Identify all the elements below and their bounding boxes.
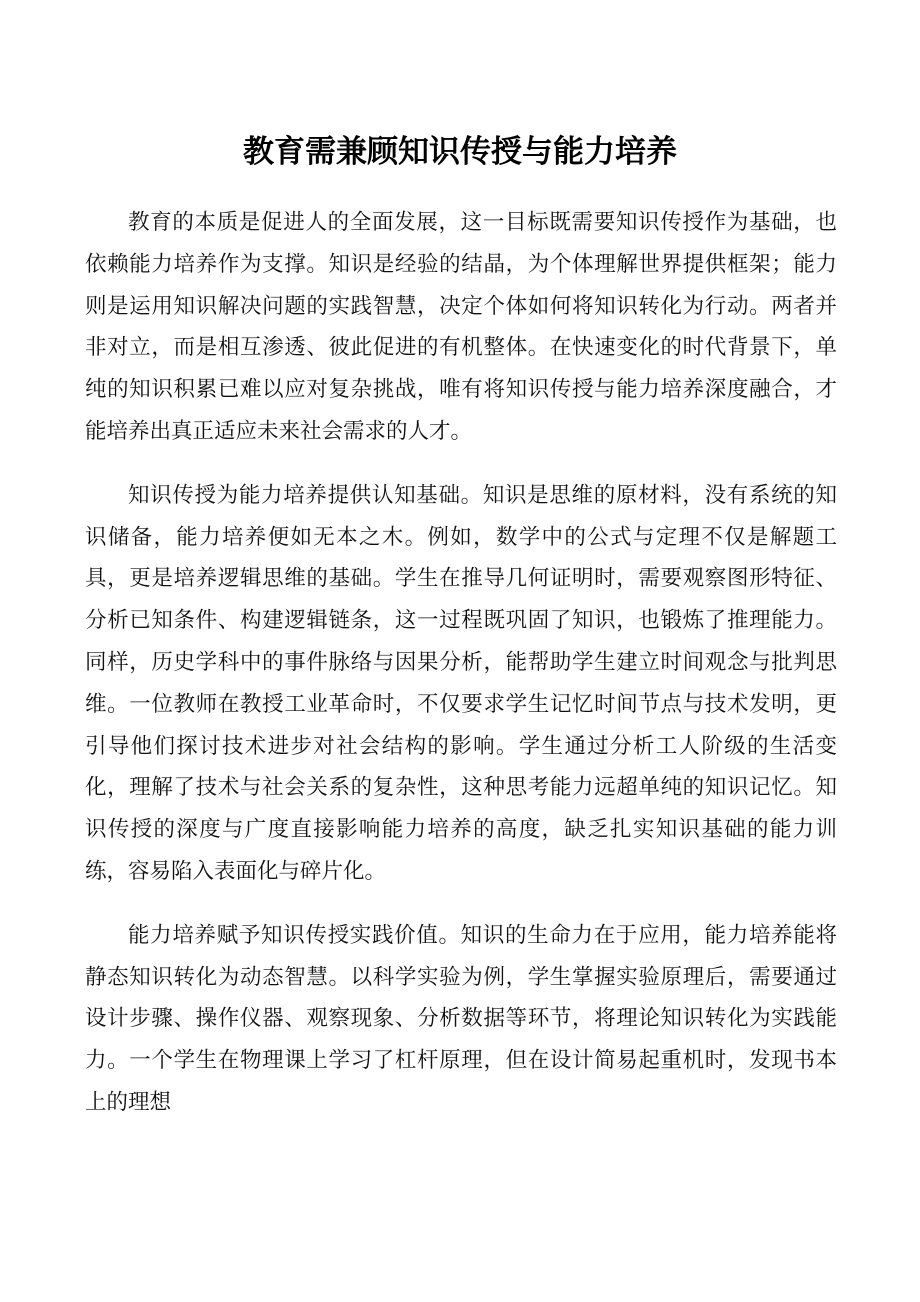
paragraph-1: 教育的本质是促进人的全面发展，这一目标既需要知识传授作为基础，也依赖能力培养作为支撑。知识是经验的结晶，为个体理解世界提供框架；能力则是运用知识解决问题的实践智慧，决定个体如何将知识转化为行动。两者并非对立，而是相互渗透、彼此促进的有机整体。在快速变化的时代背景下，单纯的知识积累已难以应对复杂挑战，唯有将知识传授与能力培养深度融合，才能培养出真正适应未来社会需求的人才。 <box>85 210 837 444</box>
document-body <box>85 202 837 1146</box>
paragraph-3: 能力培养赋予知识传授实践价值。知识的生命力在于应用，能力培养能将静态知识转化为动态智慧。以科学实验为例，学生掌握实验原理后，需要通过设计步骤、操作仪器、观察现象、分析数据等环节，将理论知识转化为实践能力。一个学生在物理课上学习了杠杆原理，但在设计简易起重机时，发现书本上的理想 <box>85 922 837 1115</box>
paragraph-2: 知识传授为能力培养提供认知基础。知识是思维的原材料，没有系统的知识储备，能力培养便如无本之木。例如，数学中的公式与定理不仅是解题工具，更是培养逻辑思维的基础。学生在推导几何证明时，需要观察图形特征、分析已知条件、构建逻辑链条，这一过程既巩固了知识，也锻炼了推理能力。同样，历史学科中的事件脉络与因果分析，能帮助学生建立时间观念与批判思维。一位教师在教授工业革命时，不仅要求学生记忆时间节点与技术发明，更引导他们探讨技术进步对社会结构的影响。学生通过分析工人阶级的生活变化，理解了技术与社会关系的复杂性，这种思考能力远超单纯的知识记忆。知识传授的深度与广度直接影响能力培养的高度，缺乏扎实知识基础的能力训练，容易陷入表面化与碎片化。 <box>85 482 837 884</box>
document-title: 教育需兼顾知识传授与能力培养 <box>243 134 677 170</box>
